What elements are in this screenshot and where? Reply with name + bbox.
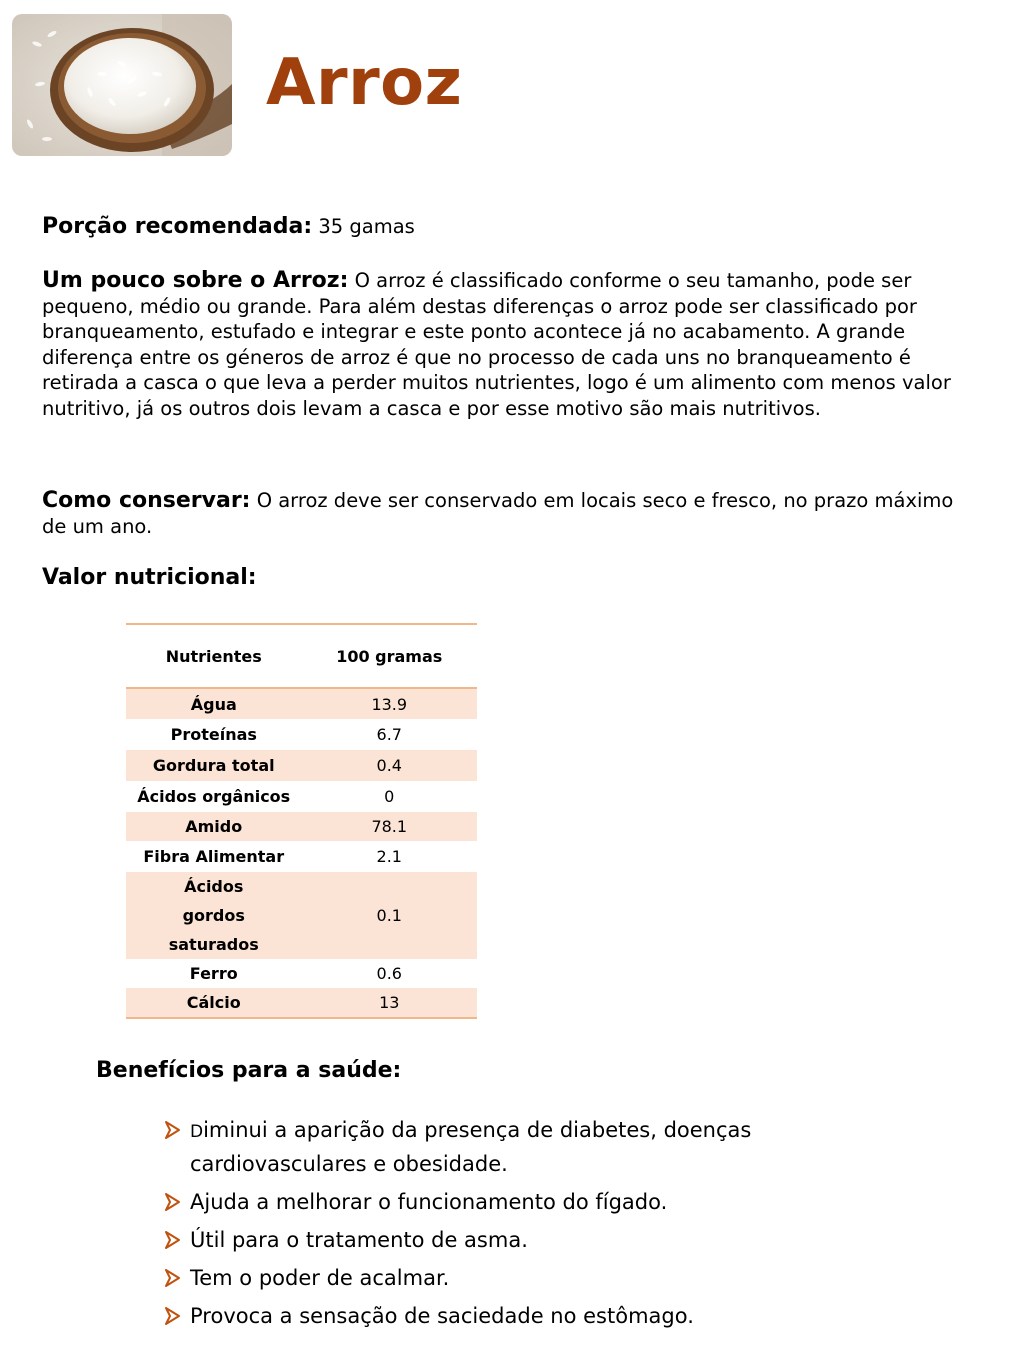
benefit-text: Tem o poder de acalmar. [190, 1266, 450, 1290]
nutrition-table [126, 623, 477, 1019]
conserve-label: Como conservar: [42, 488, 251, 513]
arrowhead-icon [164, 1192, 182, 1212]
portion-value: 35 gamas [318, 215, 415, 238]
header-nutrients: Nutrientes [165, 646, 262, 666]
nutrient-name: Ácidos gordos saturados [168, 877, 259, 954]
nutrient-value: 0.1 [376, 906, 402, 925]
nutrient-name: Proteínas [170, 725, 257, 744]
benefit-text: iminui a aparição da presença de diabetes, doenças cardiovasculares e obesidade. [190, 1118, 752, 1176]
nutrient-name: Ferro [189, 964, 238, 983]
list-item [160, 1224, 860, 1256]
list-item [160, 1262, 860, 1294]
conserve-text: O arroz deve ser conservado em locais seco e fresco, no prazo máximo de um ano. [42, 489, 954, 538]
table-row [126, 750, 477, 781]
arrowhead-icon [164, 1306, 182, 1326]
benefits-list [160, 1114, 860, 1338]
table-row [126, 812, 477, 841]
arrowhead-icon [164, 1268, 182, 1288]
table-row [126, 959, 477, 988]
benefit-prefix: D [190, 1122, 204, 1142]
table-row [126, 988, 477, 1018]
nutrient-value: 13.9 [371, 694, 408, 714]
table-row [126, 781, 477, 812]
list-item [160, 1186, 860, 1218]
portion-label: Porção recomendada: [42, 214, 313, 239]
nutrient-name: Amido [185, 817, 243, 836]
list-item [160, 1300, 860, 1332]
nutrient-name: Fibra Alimentar [143, 847, 285, 866]
nutrient-value: 78.1 [371, 817, 408, 836]
benefits-heading: Benefícios para a saúde: [96, 1058, 402, 1083]
table-header-row [126, 624, 477, 688]
conserve-paragraph [42, 488, 982, 539]
about-text: O arroz é classificado conforme o seu tamanho, pode ser pequeno, médio ou grande. Para além destas diferenças o arroz pode ser classificado por branqueamento, estufado e integrar e este ponto acontece já no acabamento. A grande diferença entre os géneros de arroz é que no processo de cada uns no branqueamento é retirada a casca o que leva a perder muitos nutrientes, logo é um alimento com menos valor nutritivo, já os outros dois levam a casca e por esse motivo são mais nutritivos. [42, 269, 951, 420]
nutrient-name: Água [190, 694, 237, 714]
benefit-text: Útil para o tratamento de asma. [190, 1228, 528, 1252]
table-row [126, 841, 477, 872]
nutrient-value: 13 [379, 993, 400, 1012]
nutrient-value: 0.4 [376, 756, 402, 775]
nutrient-name: Cálcio [186, 993, 241, 1012]
header-amount: 100 gramas [336, 646, 443, 666]
nutrient-value: 2.1 [376, 847, 402, 866]
nutrient-value: 6.7 [376, 725, 402, 744]
nutrient-name: Gordura total [152, 756, 275, 775]
table-row [126, 872, 477, 959]
table-row [126, 688, 477, 719]
list-item [160, 1114, 860, 1180]
nutrient-value: 0 [384, 787, 395, 806]
nutrient-name: Ácidos orgânicos [137, 787, 291, 806]
about-paragraph [42, 268, 982, 421]
nutrient-value: 0.6 [376, 964, 402, 983]
portion-paragraph [42, 214, 982, 240]
rice-bowl-photo [12, 14, 232, 156]
table-row [126, 719, 477, 750]
benefit-text: Provoca a sensação de saciedade no estômago. [190, 1304, 694, 1328]
benefit-text: Ajuda a melhorar o funcionamento do fígado. [190, 1190, 668, 1214]
page-title: Arroz [266, 46, 463, 120]
arrowhead-icon [164, 1120, 182, 1140]
about-label: Um pouco sobre o Arroz: [42, 268, 349, 293]
nutrition-heading: Valor nutricional: [42, 565, 257, 590]
arrowhead-icon [164, 1230, 182, 1250]
